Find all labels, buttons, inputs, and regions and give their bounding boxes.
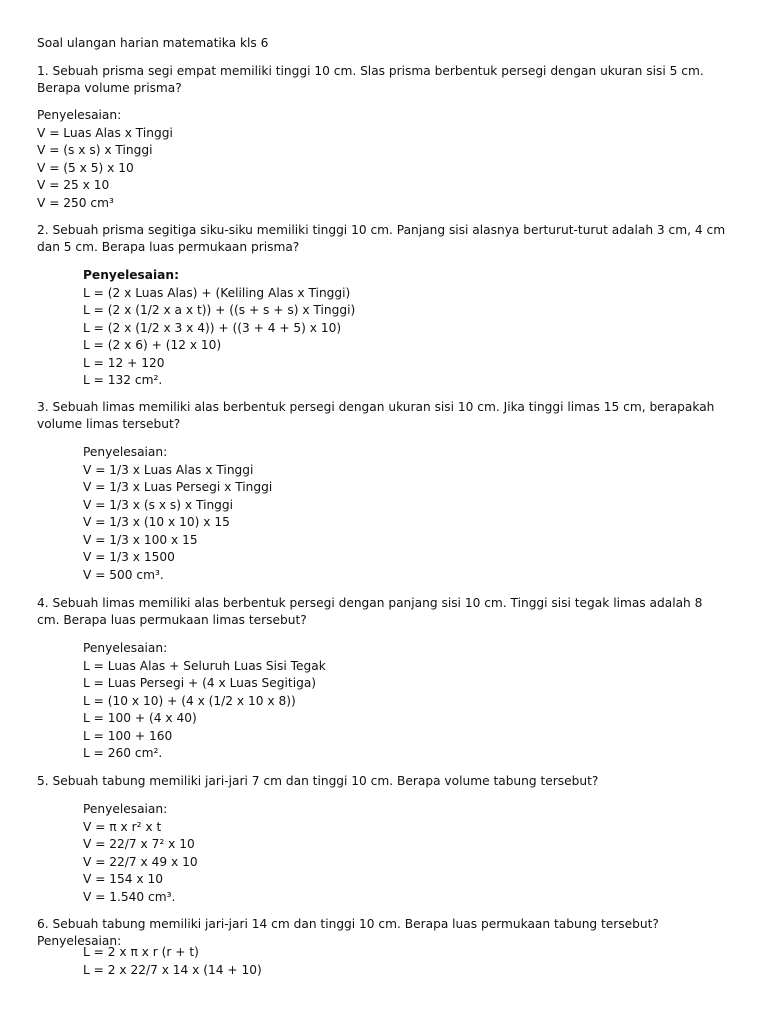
problem-6-step-1: L = 2 x π x r (r + t) [83,945,199,959]
problem-4-question: 4. Sebuah limas memiliki alas berbentuk persegi dengan panjang sisi 10 cm. Tinggi sisi tegak limas adalah 8 cm. Berapa luas permukaan limas tersebut? [37,596,703,627]
problem-4-step-1: L = Luas Alas + Seluruh Luas Sisi Tegak [83,658,326,673]
problem-5-step-4: V = 154 x 10 [83,872,164,886]
problem-4-step-4: L = 100 + (4 x 40) [83,711,197,725]
problem-2-step-6: L = 132 cm². [83,373,163,387]
problem-2-step-4: L = (2 x 6) + (12 x 10) [83,338,222,352]
problem-6-step-2: L = 2 x 22/7 x 14 x (14 + 10) [83,962,262,977]
problem-3-step-6: V = 1/3 x 1500 [83,550,175,564]
problem-4-step-2: L = Luas Persegi + (4 x Luas Segitiga) [83,676,317,690]
problem-4-solution [83,640,326,763]
problem-2-solution-label: Penyelesaian: [83,268,179,282]
problem-4-solution-label: Penyelesaian: [83,641,168,655]
problem-1-step-4: V = 25 x 10 [37,178,110,192]
problem-5-solution [83,801,198,906]
document-page [37,35,727,977]
problem-2-step-5: L = 12 + 120 [83,355,165,370]
problem-4-step-6: L = 260 cm². [83,746,163,760]
problem-3-step-3: V = 1/3 x (s x s) x Tinggi [83,497,234,512]
problem-1-solution [37,107,173,212]
problem-3-question: 3. Sebuah limas memiliki alas berbentuk persegi dengan ukuran sisi 10 cm. Jika tinggi limas 15 cm, berapakah volume limas tersebut? [37,400,715,431]
problem-3-step-4: V = 1/3 x (10 x 10) x 15 [83,515,230,529]
problem-5-step-5: V = 1.540 cm³. [83,889,176,904]
problem-2-step-2: L = (2 x (1/2 x a x t)) + ((s + s + s) x Tinggi) [83,303,356,317]
problem-1-step-1: V = Luas Alas x Tinggi [37,125,173,140]
problem-1-question: 1. Sebuah prisma segi empat memiliki tinggi 10 cm. Slas prisma berbentuk persegi dengan ukuran sisi 5 cm. Berapa volume prisma? [37,64,704,95]
problem-1-solution-label: Penyelesaian: [37,108,122,122]
problem-5-solution-label: Penyelesaian: [83,802,168,816]
problem-3-solution [83,444,272,584]
problem-3-step-5: V = 1/3 x 100 x 15 [83,532,198,547]
problem-6-question: 6. Sebuah tabung memiliki jari-jari 14 cm dan tinggi 10 cm. Berapa luas permukaan tabung tersebut? Penyelesaian: [37,917,659,948]
problem-4-step-3: L = (10 x 10) + (4 x (1/2 x 10 x 8)) [83,693,296,708]
problem-2-question: 2. Sebuah prisma segitiga siku-siku memiliki tinggi 10 cm. Panjang sisi alasnya berturut-turut adalah 3 cm, 4 cm dan 5 cm. Berapa luas permukaan prisma? [37,223,726,254]
problem-6-solution [83,944,262,979]
problem-2-solution [83,267,355,390]
problem-1-step-3: V = (5 x 5) x 10 [37,160,134,175]
problem-5-step-1: V = π x r² x t [83,819,162,834]
problem-3-step-7: V = 500 cm³. [83,567,164,582]
problem-2-step-3: L = (2 x (1/2 x 3 x 4)) + ((3 + 4 + 5) x 10) [83,320,342,335]
problem-5-question: 5. Sebuah tabung memiliki jari-jari 7 cm dan tinggi 10 cm. Berapa volume tabung tersebut? [37,774,599,788]
problem-3-solution-label: Penyelesaian: [83,445,168,459]
problem-3-step-2: V = 1/3 x Luas Persegi x Tinggi [83,480,273,494]
problem-2-step-1: L = (2 x Luas Alas) + (Keliling Alas x Tinggi) [83,285,351,300]
problem-4-step-5: L = 100 + 160 [83,728,173,743]
problem-1-step-2: V = (s x s) x Tinggi [37,143,153,157]
document-title: Soal ulangan harian matematika kls 6 [37,36,269,50]
problem-1-step-5: V = 250 cm³ [37,195,114,210]
problem-3-step-1: V = 1/3 x Luas Alas x Tinggi [83,462,254,477]
problem-5-step-2: V = 22/7 x 7² x 10 [83,837,195,851]
problem-5-step-3: V = 22/7 x 49 x 10 [83,854,198,869]
